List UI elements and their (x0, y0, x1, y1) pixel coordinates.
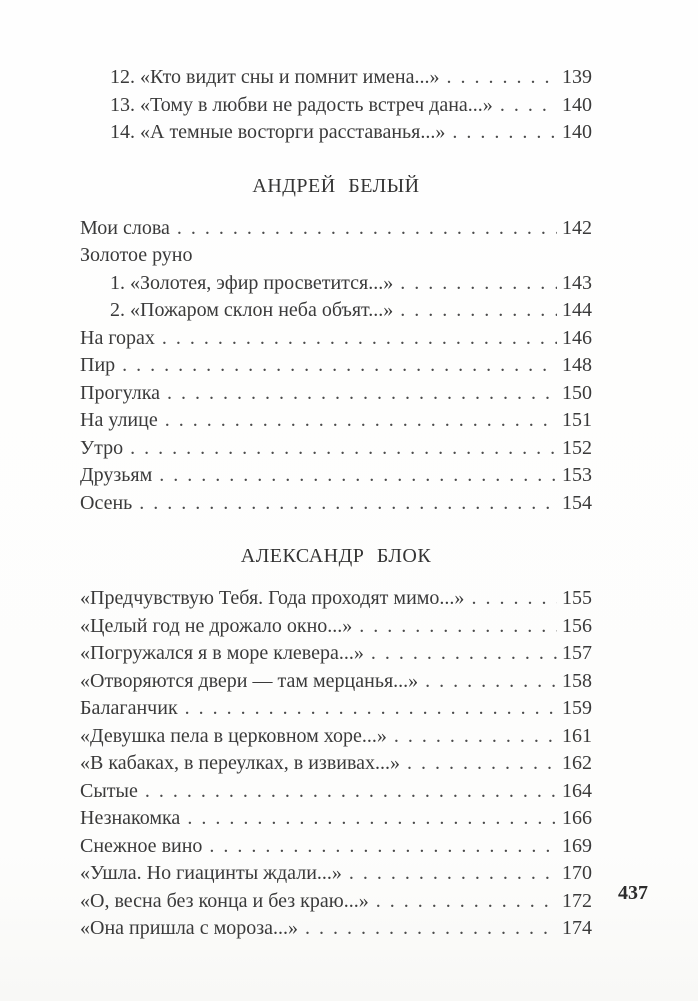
dot-leader (359, 613, 557, 641)
toc-entry-page: 162 (562, 752, 592, 774)
toc-entry-title: 12. «Кто видит сны и помнит имена...» (110, 66, 440, 88)
toc-entry-page: 154 (562, 491, 592, 514)
toc-entry-title: «Девушка пела в церковном хоре...» (80, 724, 387, 747)
toc-entry-title: «Отворяются двери — там мерцанья...» (80, 669, 419, 692)
toc-entry-page: 144 (562, 299, 592, 321)
toc-entry-title: 1. «Золотея, эфир просветится...» (110, 271, 394, 294)
toc-entry (80, 407, 592, 435)
dot-leader (305, 915, 557, 943)
dot-leader (471, 585, 557, 613)
dot-leader (371, 640, 557, 668)
toc-entry-title: Снежное вино (80, 834, 203, 857)
section-heading: АНДРЕЙ БЕЛЫЙ (252, 174, 420, 197)
dot-leader (167, 380, 557, 408)
toc-entry (80, 640, 592, 668)
toc-entry-title: Прогулка (80, 381, 161, 404)
toc-entry-title: «Целый год не дрожало окно...» (80, 614, 353, 637)
toc-entry (80, 380, 592, 408)
toc-section (80, 64, 592, 147)
toc-entry-page: 152 (562, 436, 592, 459)
toc-entry (80, 490, 592, 518)
toc-entry-title: На горах (80, 326, 155, 349)
dot-leader (187, 805, 557, 833)
dot-leader (165, 407, 557, 435)
toc-entry-page: 143 (562, 271, 592, 294)
dot-leader (349, 860, 557, 888)
toc-entry (80, 750, 592, 778)
toc-entry (80, 270, 592, 298)
toc-entry (80, 778, 592, 806)
toc-entry (80, 668, 592, 696)
toc-entry-title: «В кабаках, в переулках, в извивах...» (80, 752, 401, 774)
toc-entry-page: 161 (562, 724, 592, 747)
toc-entry (80, 215, 592, 243)
toc-entry-title: «Она пришла с мороза...» (80, 917, 298, 939)
dot-leader (400, 270, 557, 298)
dot-leader (376, 888, 557, 916)
toc-entry-page: 156 (562, 614, 592, 637)
toc-entry-page: 169 (562, 834, 592, 857)
toc-entry (80, 723, 592, 751)
toc-entry-page: 148 (562, 354, 592, 376)
dot-leader (500, 92, 557, 120)
dot-leader (446, 64, 557, 92)
toc-entry-title: Друзьям (80, 464, 153, 486)
toc-entry (80, 325, 592, 353)
toc-entry (80, 860, 592, 888)
toc-entry-page: 174 (562, 917, 592, 939)
toc-entry-title: 13. «Тому в любви не радость встреч дана...» (110, 93, 493, 116)
dot-leader (400, 297, 557, 325)
toc-entry-page: 170 (562, 862, 592, 884)
toc-entry-title: Мои слова (80, 216, 170, 239)
toc-entry-page: 151 (562, 409, 592, 431)
toc-entry (80, 462, 592, 490)
dot-leader (394, 723, 557, 751)
dot-leader (122, 352, 557, 380)
dot-leader (209, 833, 557, 861)
toc-section (80, 173, 592, 518)
toc-entry-title: На улице (80, 409, 158, 431)
toc-entry-title: Балаганчик (80, 697, 178, 719)
toc-entry-title: Незнакомка (80, 807, 181, 829)
toc-entry (80, 585, 592, 613)
page-number-folio: 437 (618, 882, 648, 904)
dot-leader (452, 119, 557, 147)
toc-entry (80, 613, 592, 641)
toc-entry-page: 166 (562, 807, 592, 829)
toc-entry-page: 164 (562, 779, 592, 802)
toc-entry-title: Пир (80, 354, 116, 376)
toc-entry (80, 888, 592, 916)
dot-leader (185, 695, 557, 723)
toc-entry (80, 833, 592, 861)
toc-entry (80, 64, 592, 92)
toc-entry-page: 140 (562, 93, 592, 116)
toc-entry (80, 242, 592, 270)
dot-leader (139, 490, 557, 518)
toc-entry-title: «Ушла. Но гиацинты ждали...» (80, 862, 342, 884)
dot-leader (177, 215, 557, 243)
dot-leader (145, 778, 557, 806)
toc-entry-title: Утро (80, 436, 124, 459)
dot-leader (130, 435, 557, 463)
toc-entry (80, 805, 592, 833)
toc-entry-page: 159 (562, 697, 592, 719)
toc-entry (80, 92, 592, 120)
dot-leader (407, 750, 557, 778)
toc-entry (80, 915, 592, 943)
toc-entry-page: 172 (562, 889, 592, 912)
toc-entry-page: 150 (562, 381, 592, 404)
toc-entry-page: 146 (562, 326, 592, 349)
toc-entry-title: «О, весна без конца и без краю...» (80, 889, 369, 912)
dot-leader (159, 462, 557, 490)
toc-section (80, 543, 592, 943)
toc-entry (80, 297, 592, 325)
toc-entry-page: 153 (562, 464, 592, 486)
dot-leader (425, 668, 557, 696)
toc-entry-title: 14. «А темные восторги расставанья...» (110, 121, 446, 143)
toc-entry-title: Золотое руно (80, 244, 193, 266)
toc-entry-page: 155 (562, 587, 592, 609)
toc-entry (80, 435, 592, 463)
toc-entry-page: 140 (562, 121, 592, 143)
toc-entry-title: Сытые (80, 779, 138, 802)
toc-entry (80, 119, 592, 147)
dot-leader (162, 325, 557, 353)
table-of-contents (80, 64, 592, 943)
toc-entry-title: «Погружался я в море клевера...» (80, 642, 364, 664)
toc-entry (80, 695, 592, 723)
toc-entry (80, 352, 592, 380)
toc-entry-page: 158 (562, 669, 592, 692)
toc-entry-page: 139 (562, 66, 592, 88)
toc-entry-page: 142 (562, 216, 592, 239)
toc-entry-title: Осень (80, 491, 133, 514)
toc-entry-title: «Предчувствую Тебя. Года проходят мимо...» (80, 587, 465, 609)
toc-entry-page: 157 (562, 642, 592, 664)
section-heading: АЛЕКСАНДР БЛОК (240, 545, 432, 567)
toc-entry-title: 2. «Пожаром склон неба объят...» (110, 299, 394, 321)
